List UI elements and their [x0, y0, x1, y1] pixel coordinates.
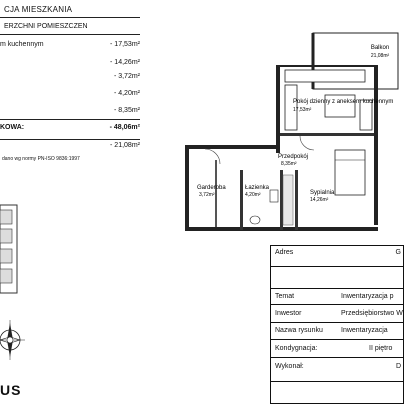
- legend-subtitle: ERZCHNI POMIESZCZEN: [4, 23, 88, 30]
- bedroom-name: Sypialnia: [310, 190, 335, 196]
- bedroom-area: 14,26m²: [310, 197, 329, 203]
- legend-divider: [0, 139, 140, 140]
- legend-row-value: - 17,53m²: [110, 41, 140, 48]
- topic-value: Inwentaryzacja p: [341, 293, 394, 300]
- investor-value: Przedsiębiorstwo W: [341, 310, 403, 317]
- balcony-area: 21,08m²: [370, 53, 390, 59]
- address-value: G: [395, 249, 401, 256]
- made-by-label: Wykonał:: [275, 363, 304, 370]
- hall-name: Przedpokój: [278, 154, 309, 160]
- legend-row-value: - 8,35m²: [113, 107, 140, 114]
- address-label: Adres: [275, 249, 294, 256]
- legend-divider: [0, 17, 140, 18]
- balcony-name: Balkon: [370, 45, 390, 51]
- legend-divider: [0, 119, 140, 120]
- topic-label: Temat: [275, 293, 295, 300]
- drawing-label: Nazwa rysunku: [275, 327, 323, 334]
- wardrobe-name: Garderoba: [197, 185, 226, 191]
- legend-row-value: - 3,72m²: [113, 73, 140, 80]
- legend-total-label: KOWA:: [0, 124, 25, 131]
- legend-divider: [0, 34, 140, 35]
- legend-total-value: - 48,06m²: [109, 124, 140, 131]
- key-plan: [0, 205, 18, 295]
- living-room-area: 17,53m²: [293, 107, 312, 113]
- legend-row-label: m kuchennym: [0, 41, 44, 48]
- logo: US: [0, 382, 22, 398]
- drawing-value: Inwentaryzacja: [341, 327, 388, 334]
- legend-title: CJA MIESZKANIA: [4, 5, 73, 14]
- bathroom-name: Łazienka: [245, 185, 270, 191]
- compass-icon: [0, 315, 32, 365]
- floor-label: Kondygnacja:: [275, 345, 318, 352]
- living-room-name: Pokój dzienny z aneksem kuchennym: [293, 99, 394, 105]
- hall-area: 8,35m²: [281, 161, 297, 167]
- legend-row-value: - 21,08m²: [110, 142, 140, 149]
- legend-row-value: - 14,26m²: [110, 59, 140, 66]
- wardrobe-area: 3,72m²: [199, 192, 215, 198]
- legend-row-value: - 4,20m²: [113, 90, 140, 97]
- bathroom-area: 4,20m²: [245, 192, 261, 198]
- made-by-value: D: [395, 363, 401, 370]
- investor-label: Inwestor: [275, 310, 302, 317]
- title-block: [270, 245, 404, 404]
- norm-note: dano wg normy PN-ISO 9836:1997: [2, 156, 80, 162]
- floor-plan: [175, 25, 400, 240]
- floor-value: II piętro: [369, 345, 393, 352]
